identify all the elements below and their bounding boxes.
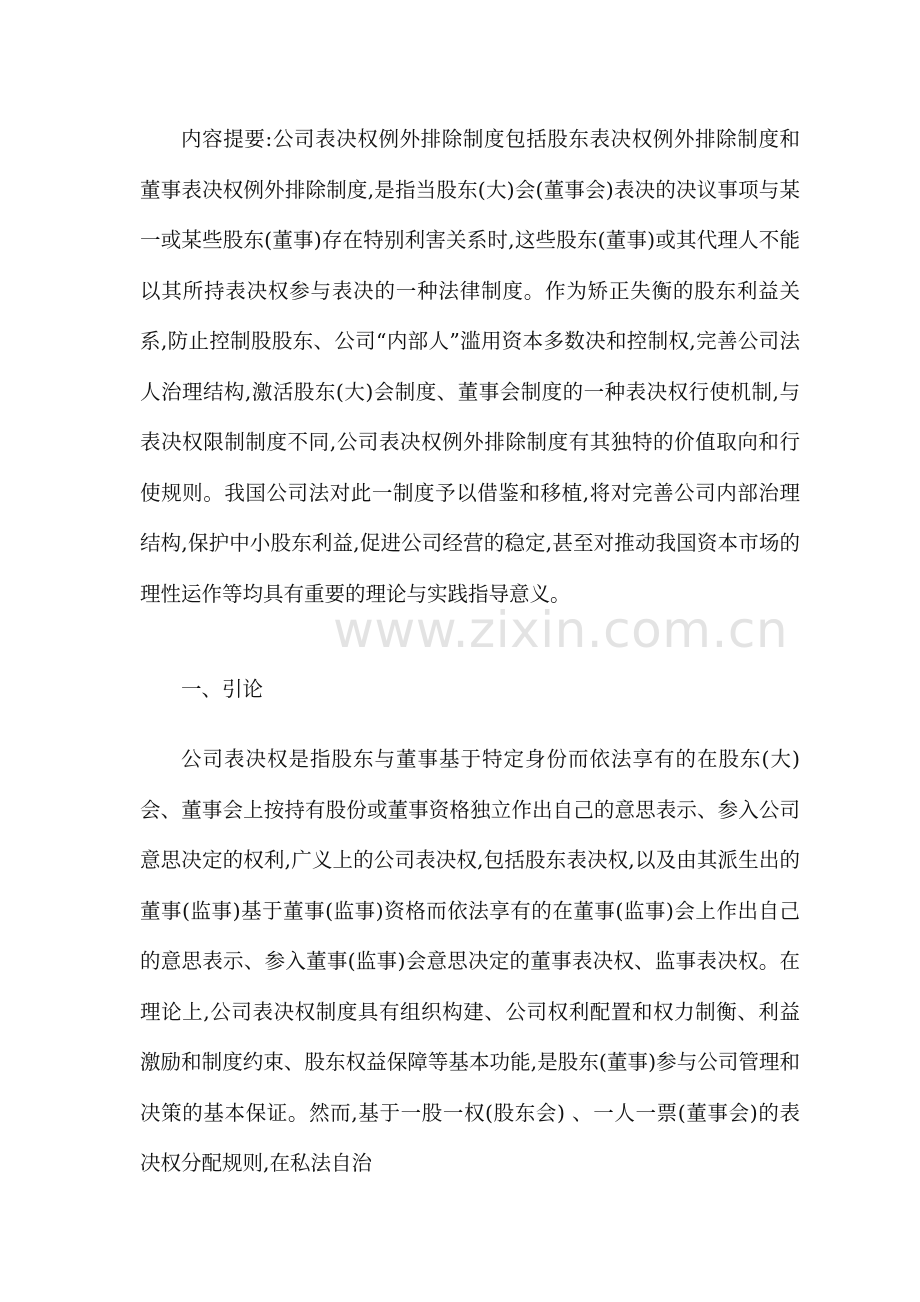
section-heading: 一、引论 [181, 677, 263, 701]
intro-paragraph: 公司表决权是指股东与董事基于特定身份而依法享有的在股东(大)会、董事会上按持有股份或董事资格独立作出自己的意思表示、参入公司意思决定的权利,广义上的公司表决权,包括股东表决权,以及由其派生出的董事(监事)基于董事(监事)资格而依法享有的在董事(监事)会上作出自己的意思表示、参入董事(监事)会意思决定的董事表决权、监事表决权。在理论上,公司表决权制度具有组织构建、公司权利配置和权力制衡、利益激励和制度约束、股东权益保障等基本功能,是股东(董事)参与公司管理和决策的基本保证。然而,基于一股一权(股东会) 、一人一票(董事会)的表决权分配规则,在私法自治 [140, 747, 800, 1175]
abstract-paragraph: 内容提要:公司表决权例外排除制度包括股东表决权例外排除制度和董事表决权例外排除制度,是指当股东(大)会(董事会)表决的决议事项与某一或某些股东(董事)存在特别利害关系时,这些股东(董事)或其代理人不能以其所持表决权参与表决的一种法律制度。作为矫正失衡的股东利益关系,防止控制股股东、公司“内部人”滥用资本多数决和控制权,完善公司法人治理结构,激活股东(大)会制度、董事会制度的一种表决权行使机制,与表决权限制制度不同,公司表决权例外排除制度有其独特的价值取向和行使规则。我国公司法对此一制度予以借鉴和移植,将对完善公司内部治理结构,保护中小股东利益,促进公司经营的稳定,甚至对推动我国资本市场的理性运作等均具有重要的理论与实践指导意义。 [140, 127, 800, 606]
watermark: www.zixin.com.cn [333, 601, 789, 659]
